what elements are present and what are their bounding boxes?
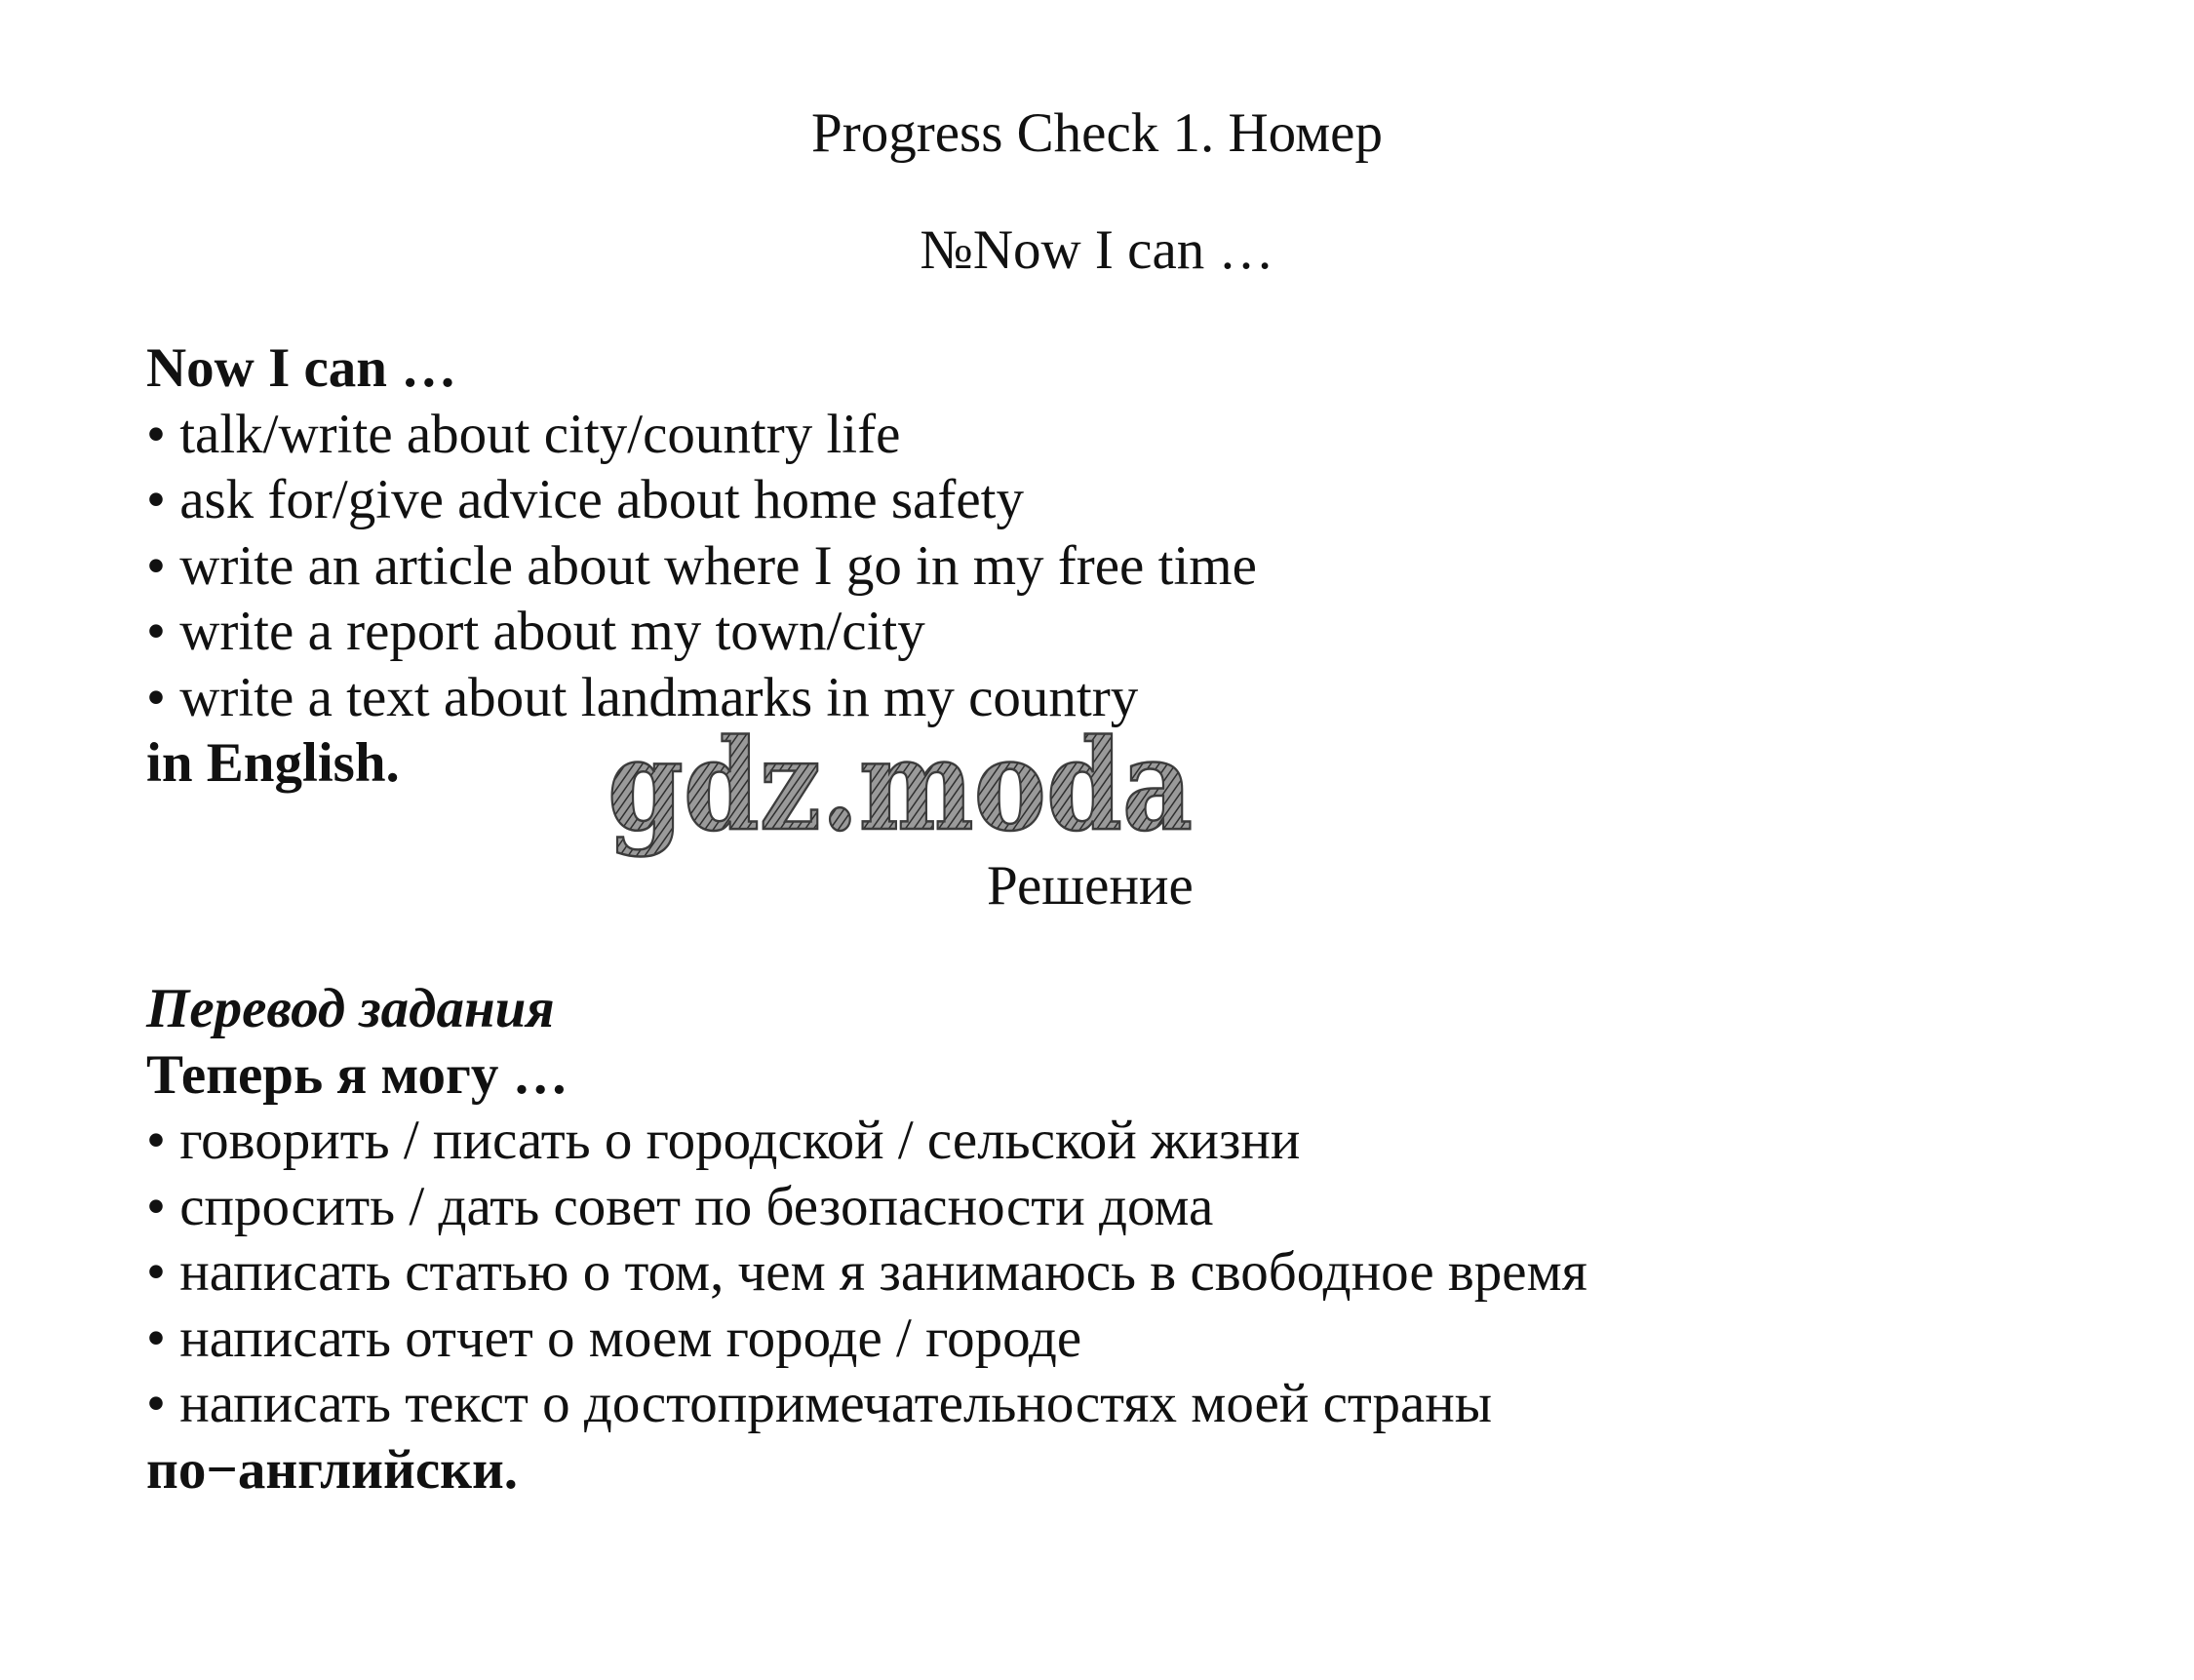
task-item: • talk/write about city/country life (146, 403, 901, 465)
task-item: • write a report about my town/city (146, 601, 925, 662)
solution-label: Решение (987, 855, 1194, 917)
task-item: • write a text about landmarks in my country (146, 666, 1139, 728)
task-item: • ask for/give advice about home safety (146, 469, 1024, 530)
translation-item: • написать текст о достопримечательностях моей страны (146, 1373, 1493, 1434)
translation-item: • написать статью о том, чем я занимаюсь в свободное время (146, 1241, 1587, 1303)
task-heading: Now I can … (146, 337, 457, 399)
translation-heading: Теперь я могу … (146, 1043, 568, 1106)
page-title: Progress Check 1. Номер (811, 102, 1383, 164)
task-footer: in English. (146, 732, 400, 794)
translation-footer: по−английски. (146, 1438, 519, 1501)
watermark-logo (600, 713, 1204, 863)
translation-item: • написать отчет о моем городе / городе (146, 1307, 1082, 1369)
watermark-logo-graphic (600, 713, 1204, 863)
task-number: №Now I can … (920, 219, 1274, 281)
translation-caption: Перевод задания (146, 978, 555, 1039)
translation-item: • спросить / дать совет по безопасности дома (146, 1175, 1214, 1237)
watermark-text: gdz.moda (607, 713, 1193, 859)
task-item: • write an article about where I go in my free time (146, 534, 1257, 597)
translation-item: • говорить / писать о городской / сельской жизни (146, 1110, 1301, 1171)
translation-text (146, 976, 1587, 1503)
